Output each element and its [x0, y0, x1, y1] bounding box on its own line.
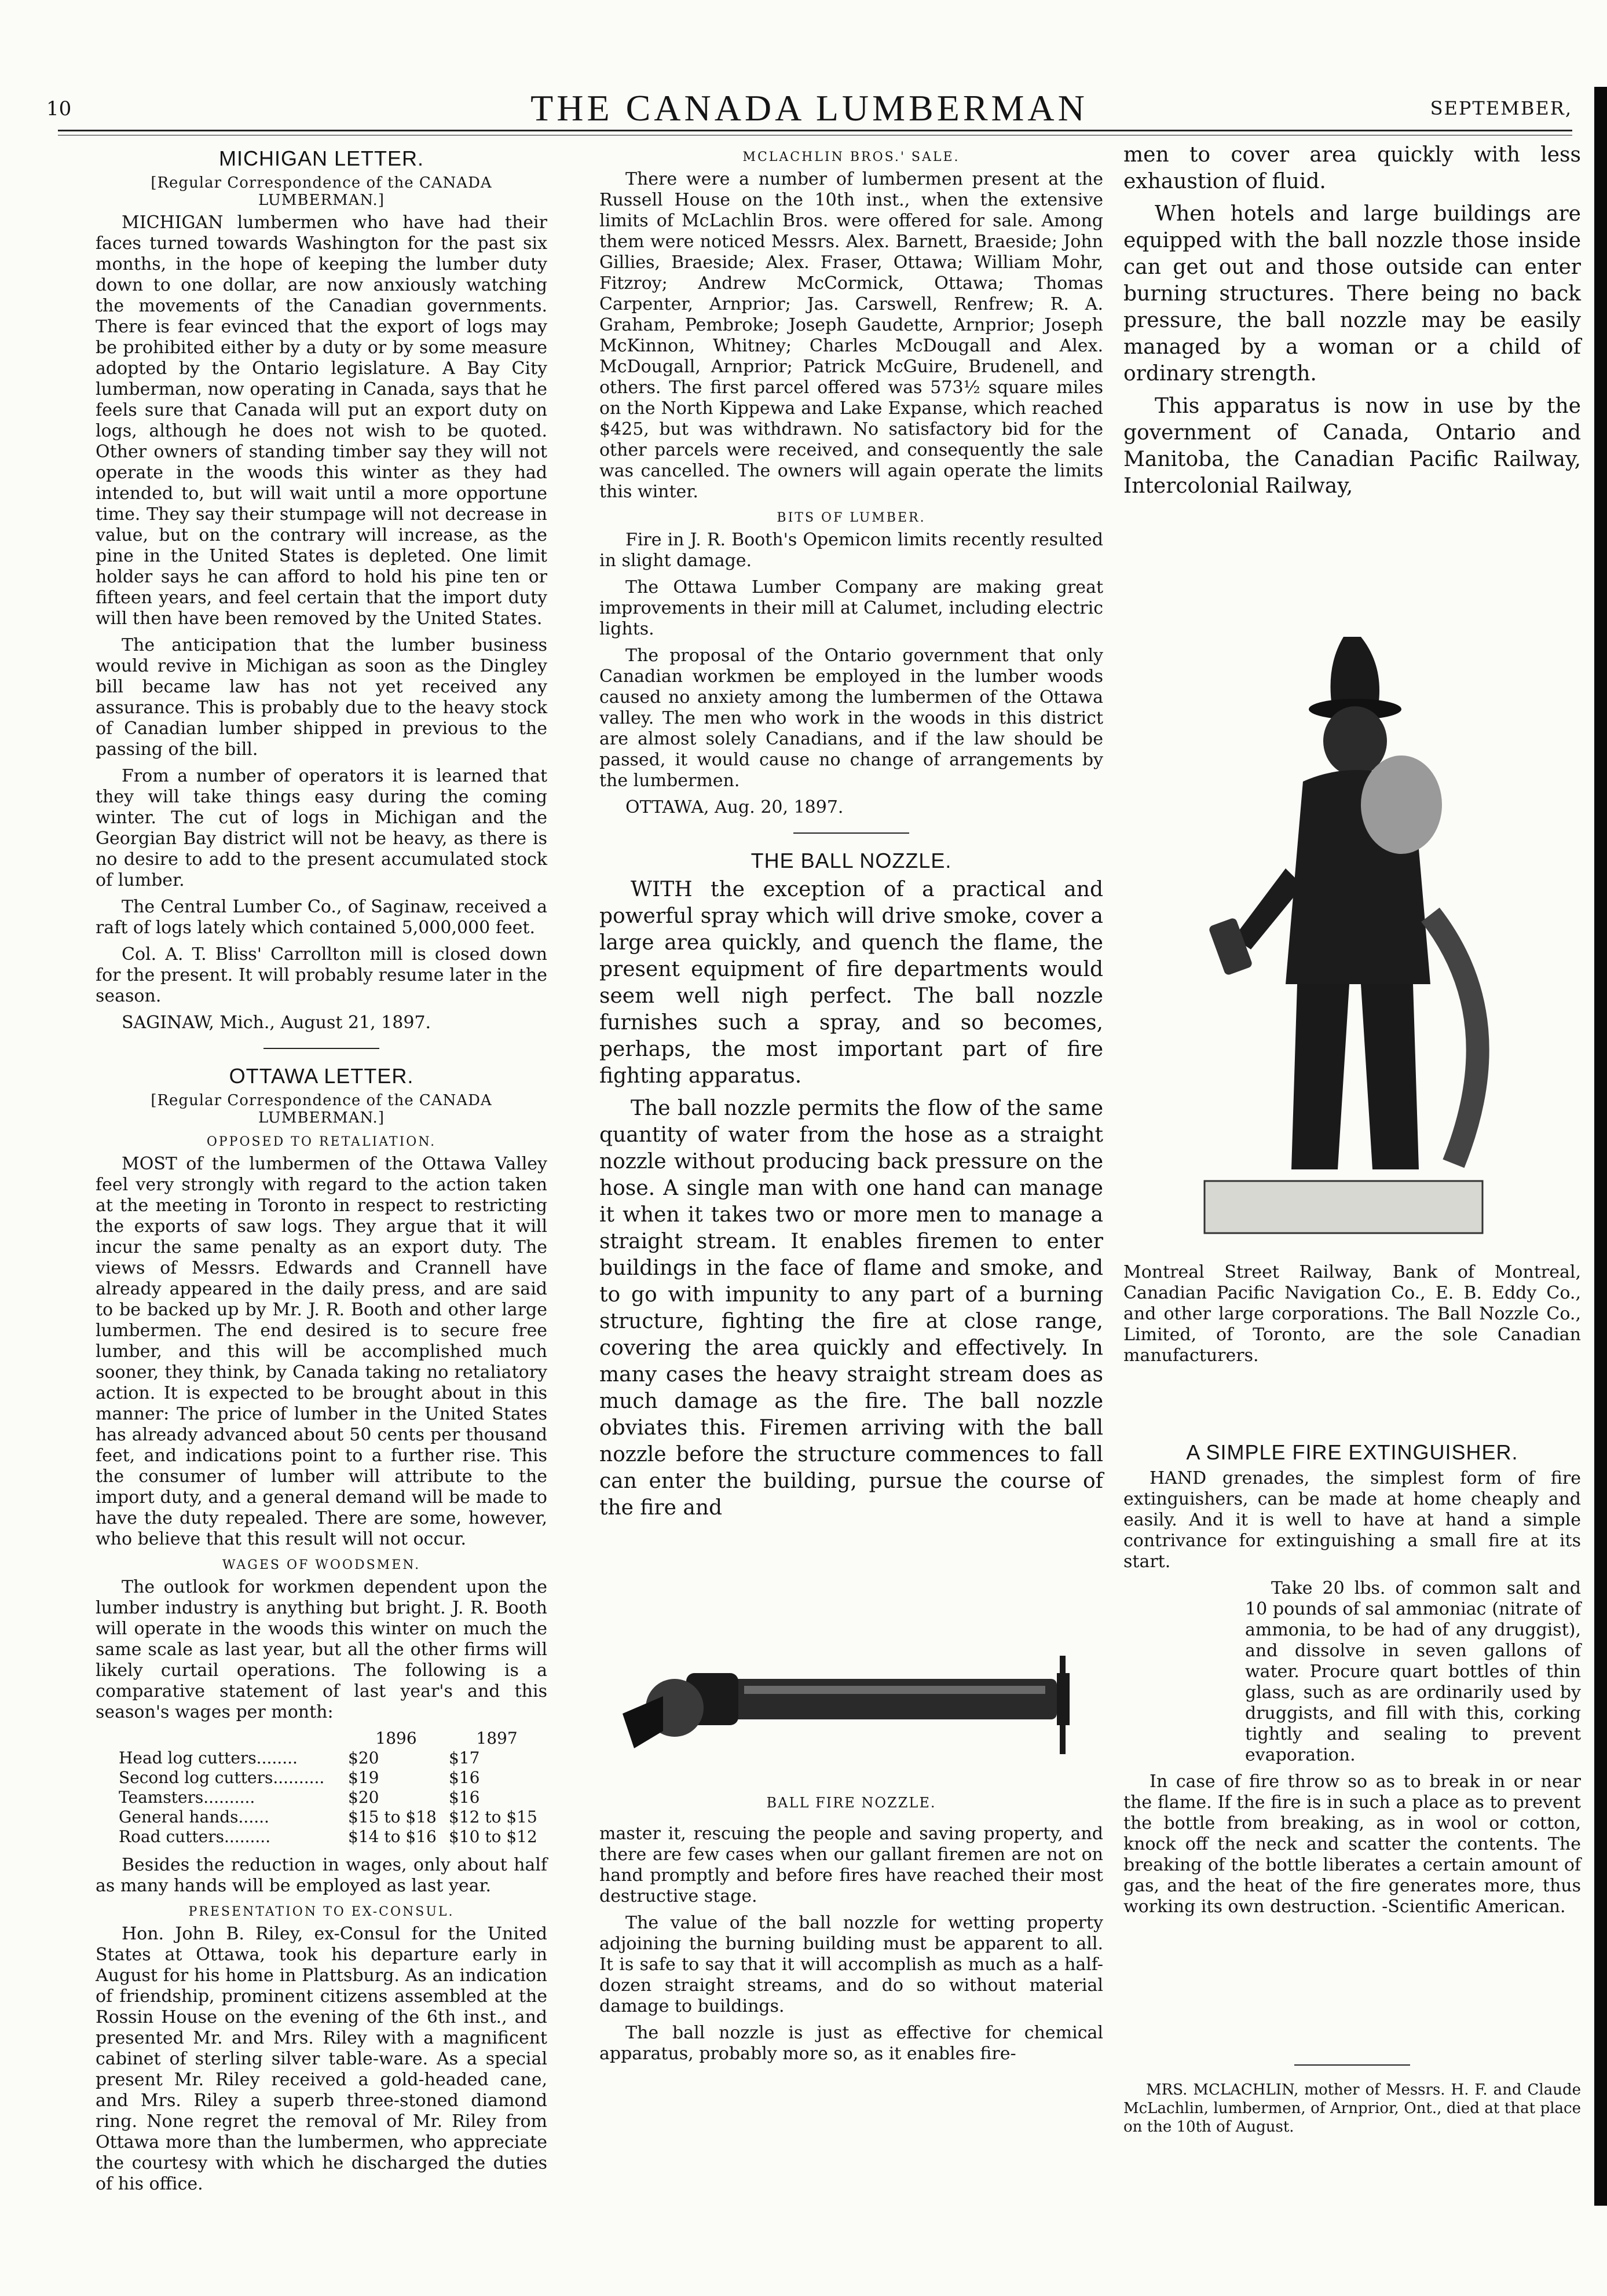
- page-number: 10: [46, 97, 72, 120]
- extinguisher-paragraph: HAND grenades, the simplest form of fire extinguishers, can be made at home cheaply and easily. And it is well to have at hand a simple contrivance for extinguishing a small fire at its start.: [1123, 1468, 1581, 1572]
- nozzle-paragraph: Montreal Street Railway, Bank of Montreal, Canadian Pacific Navigation Co., E. B. Eddy Co., and other large corporations. The Ball Nozzle Co., Limited, of Toronto, are the sole Canadian manufacturers.: [1123, 1262, 1581, 1366]
- michigan-letter-title: MICHIGAN LETTER.: [218, 146, 424, 170]
- ball-nozzle-illustration: [599, 1615, 1103, 1789]
- wage-1897: $17: [449, 1748, 480, 1767]
- michigan-paragraph: The Central Lumber Co., of Saginaw, received a raft of logs lately which contained 5,000,000 feet.: [96, 897, 547, 938]
- bits-paragraph: Fire in J. R. Booth's Opemicon limits recently resulted in slight damage.: [599, 530, 1103, 571]
- nozzle-paragraph: The ball nozzle permits the flow of the same quantity of water from the hose as a straight nozzle without producing back pressure on the hose. A single man with one hand can manage it when it takes two or more men to manage a straight stream. It enables firemen to enter buildings in the face of flame and smoke, and to go with impunity to any part of a burning structure, fighting the fire at close range, covering the area quickly and effectively. In many cases the heavy straight stream does as much damage as the fire. The ball nozzle obviates this. Firemen arriving with the ball nozzle before the structure commences to fall can enter the building, pursue the course of the fire and: [599, 1096, 1103, 1520]
- newspaper-title: THE CANADA LUMBERMAN: [530, 87, 1088, 129]
- section-divider: [263, 1048, 379, 1049]
- nozzle-paragraph: This apparatus is now in use by the government of Canada, Ontario and Manitoba, the Canadian Pacific Railway, Intercolonial Railway,: [1123, 394, 1581, 498]
- masthead-rule: [58, 130, 1572, 131]
- obituary-paragraph: MRS. MCLACHLIN, mother of Messrs. H. F. and Claude McLachlin, lumbermen, of Arnprior, Ont., died at that place on the 10th of August.: [1123, 2081, 1581, 2136]
- wage-role: Head log cutters........: [119, 1748, 298, 1767]
- column-2-bottom: [599, 1824, 1103, 2070]
- column-1: [96, 142, 547, 2200]
- nozzle-caption: BALL FIRE NOZZLE.: [766, 1795, 936, 1811]
- wages-paragraph: The outlook for workmen dependent upon the lumber industry is anything but bright. J. R. Booth will operate in the woods this winter on much the same scale as last year, but all the other firms will likely curtail operations. The following is a comparative statement of last year's and this season's wages per month:: [96, 1577, 547, 1722]
- mclachlin-subhead: MCLACHLIN BROS.' SALE.: [742, 150, 960, 164]
- ottawa-letter-title: OTTAWA LETTER.: [229, 1064, 414, 1088]
- section-divider: [1294, 2064, 1410, 2066]
- wage-1897: $16: [449, 1788, 480, 1807]
- year-header: 1897: [476, 1729, 518, 1748]
- scan-edge-shadow: [1594, 87, 1607, 2206]
- wage-1896: $19: [348, 1768, 379, 1787]
- wage-1897: $10 to $12: [449, 1827, 537, 1846]
- table-row: [96, 1768, 547, 1788]
- year-header: 1896: [375, 1729, 417, 1748]
- ottawa-byline: [Regular Correspondence of the CANADA LUMBERMAN.]: [151, 1092, 492, 1127]
- mclachlin-paragraph: There were a number of lumbermen present at the Russell House on the 10th inst., when the extensive limits of McLachlin Bros. were offered for sale. Among them were noticed Messrs. Alex. Barnett, Braeside; John Gillies, Braeside; Alex. Fraser, Ottawa; William Mohr, Fitzroy; Andrew McCormick, Ottawa; Thomas Carpenter, Arnprior; Jas. Carswell, Renfrew; R. A. Graham, Pembroke; Joseph Gaudette, Arnprior; Joseph McKinnon, Whitney; Charles McDougall and Alex. McDougall, Arnprior; Patrick McGuire, Brudenell, and others. The first parcel offered was 573½ square miles on the North Kippewa and Lake Expanse, which reached $425, but was withdrawn. No satisfactory bid for the other parcels were received, and consequently the sale was cancelled. The owners will again operate the limits this winter.: [599, 169, 1103, 502]
- extinguisher-paragraph: Take 20 lbs. of common salt and 10 pounds of sal ammoniac (nitrate of ammonia, to be had of any druggist), and dissolve in seven gallons of water. Procure quart bottles of thin glass, such as are ordinarily used by druggists, and fill with this, corking tightly and sealing to prevent evaporation.: [1245, 1578, 1581, 1765]
- wage-role: Teamsters..........: [119, 1788, 255, 1807]
- wage-1896: $20: [348, 1788, 379, 1807]
- wage-1897: $16: [449, 1768, 480, 1787]
- michigan-paragraph: MICHIGAN lumbermen who have had their faces turned towards Washington for the past six months, in the hope of keeping the lumber duty down to one dollar, are now anxiously watching the movements of the Canadian governments. There is fear evinced that the export of logs may be prohibited either by a duty or by some measure adopted by the Ontario legislature. A Bay City lumberman, now operating in Canada, says that he feels sure that Canada will put an export duty on logs, although he does not wish to be quoted. Other owners of standing timber say they will not operate in the woods this winter as they had intended to, but will wait until a more opportune time. They say their stumpage will not decrease in value, but on the contrary will increase, as the pine in the United States is depleted. One limit holder says he can afford to hold his pine ten or fifteen years, and feel certain that the import duty will then have been removed by the United States.: [96, 212, 547, 629]
- wage-role: Second log cutters..........: [119, 1768, 325, 1787]
- nozzle-paragraph: The value of the ball nozzle for wetting property adjoining the burning building must be apparent to all. It is safe to say that it will accomplish as much as a half-dozen straight streams, and do so without material damage to buildings.: [599, 1913, 1103, 2016]
- extinguisher-title: A SIMPLE FIRE EXTINGUISHER.: [1186, 1440, 1518, 1464]
- wage-1896: $15 to $18: [348, 1807, 437, 1826]
- presentation-paragraph: Hon. John B. Riley, ex-Consul for the United States at Ottawa, took his departure early in August for his home in Plattsburg. As an indication of friendship, prominent citizens assembled at the Rossin House on the evening of the 6th inst., and presented Mr. and Mrs. Riley with a magnificent cabinet of sterling silver table-ware. As a special present Mr. Riley received a gold-headed cane, and Mrs. Riley a superb three-stoned diamond ring. None regret the removal of Mr. Riley from Ottawa more than the lumbermen, who appreciate the courtesy with which he discharged the duties of his office.: [96, 1924, 547, 2194]
- obituary-notice: [1123, 2049, 1581, 2142]
- wage-1897: $12 to $15: [449, 1807, 537, 1826]
- nozzle-paragraph: The ball nozzle is just as effective for chemical apparatus, probably more so, as it enables fire-: [599, 2023, 1103, 2064]
- column-3-after-figure: [1123, 1262, 1581, 1372]
- wages-after-paragraph: Besides the reduction in wages, only about half as many hands will be employed as last year.: [96, 1855, 547, 1896]
- table-row: [96, 1788, 547, 1807]
- wage-1896: $14 to $16: [348, 1827, 437, 1846]
- michigan-byline: [Regular Correspondence of the CANADA LUMBERMAN.]: [151, 174, 492, 209]
- wages-table-header: [96, 1729, 547, 1748]
- bits-subhead: BITS OF LUMBER.: [777, 511, 926, 525]
- extinguisher-paragraph: In case of fire throw so as to break in or near the flame. If the fire is in such a place as to prevent the bottle from breaking, as in wool or cotton, knock off the neck and scatter the contents. The breaking of the bottle liberates a certain amount of gas, and the heat of the fire generates more, thus working its own destruction. -Scientific American.: [1123, 1771, 1581, 1917]
- table-row: [96, 1827, 547, 1847]
- michigan-paragraph: The anticipation that the lumber business would revive in Michigan as soon as the Dingley bill became law has not yet received any assurance. This is probably due to the heavy stock of Canadian lumber shipped in previous to the passing of the bill.: [96, 635, 547, 760]
- ottawa-paragraph: MOST of the lumbermen of the Ottawa Valley feel very strongly with regard to the action taken at the meeting in Toronto in respect to restricting the exports of saw logs. They argue that it will incur the same penalty as an export duty. The views of Messrs. Edwards and Crannell have already appeared in the daily press, and are said to be backed up by Mr. J. R. Booth and other large lumbermen. The end desired is to secure free lumber, and this will be accomplished much sooner, they think, by Canada taking no retaliatory action. It is expected to be brought about in this manner: The price of lumber in the United States has already advanced about 50 cents per thousand feet, and indications point to a further rise. This the consumer of lumber will attribute to the import duty, and a general demand will be made to have the duty repealed. There are some, however, who believe that this result will not occur.: [96, 1154, 547, 1549]
- wage-role: General hands......: [119, 1807, 269, 1826]
- nozzle-paragraph: When hotels and large buildings are equipped with the ball nozzle those inside can get out and those outside can enter burning structures. There being no back pressure, the ball nozzle may be easily managed by a woman or a child of ordinary strength.: [1123, 202, 1581, 386]
- wage-1896: $20: [348, 1748, 379, 1767]
- nozzle-paragraph: master it, rescuing the people and saving property, and there are few cases when our gallant firemen are not on hand promptly and before fires have reached their most destructive stage.: [599, 1824, 1103, 1906]
- ball-nozzle-title: THE BALL NOZZLE.: [751, 849, 952, 872]
- table-row: [96, 1748, 547, 1768]
- extinguisher-article: [1123, 1436, 1581, 1923]
- fireman-drawing: [1187, 614, 1558, 1250]
- column-3: [1123, 142, 1581, 505]
- wage-role: Road cutters.........: [119, 1827, 271, 1846]
- nozzle-drawing: [599, 1615, 1103, 1789]
- issue-date: SEPTEMBER,: [1430, 97, 1572, 119]
- fireman-illustration: [1187, 614, 1558, 1250]
- section-divider: [793, 832, 909, 834]
- column-2: [599, 142, 1103, 1527]
- ottawa-dateline: OTTAWA, Aug. 20, 1897.: [625, 797, 844, 817]
- table-row: [96, 1807, 547, 1827]
- wages-subhead: WAGES OF WOODSMEN.: [222, 1558, 421, 1572]
- presentation-subhead: PRESENTATION TO EX-CONSUL.: [188, 1905, 455, 1919]
- ottawa-subhead: OPPOSED TO RETALIATION.: [206, 1135, 437, 1149]
- michigan-paragraph: From a number of operators it is learned that they will take things easy during the coming winter. The cut of logs in Michigan and the Georgian Bay district will not be heavy, as there is no desire to add to the present accumulated stock of lumber.: [96, 766, 547, 890]
- nozzle-paragraph: men to cover area quickly with less exhaustion of fluid.: [1123, 143, 1581, 193]
- michigan-paragraph: Col. A. T. Bliss' Carrollton mill is closed down for the present. It will probably resume later in the season.: [96, 944, 547, 1006]
- masthead: [46, 87, 1572, 127]
- wages-table: [96, 1729, 547, 1847]
- michigan-dateline: SAGINAW, Mich., August 21, 1897.: [122, 1013, 431, 1033]
- bits-paragraph: The proposal of the Ontario government that only Canadian workmen be employed in the lumber woods caused no anxiety among the lumbermen of the Ottawa valley. The men who work in the woods in this district are almost solely Canadians, and if the law should be passed, it would cause no change of arrangements by the lumbermen.: [599, 645, 1103, 791]
- nozzle-paragraph: WITH the exception of a practical and powerful spray which will drive smoke, cover a large area quickly, and quench the flame, the present equipment of fire departments would seem well nigh perfect. The ball nozzle furnishes such a spray, and so becomes, perhaps, the most important part of fire fighting apparatus.: [599, 878, 1103, 1088]
- bits-paragraph: The Ottawa Lumber Company are making great improvements in their mill at Calumet, including electric lights.: [599, 577, 1103, 639]
